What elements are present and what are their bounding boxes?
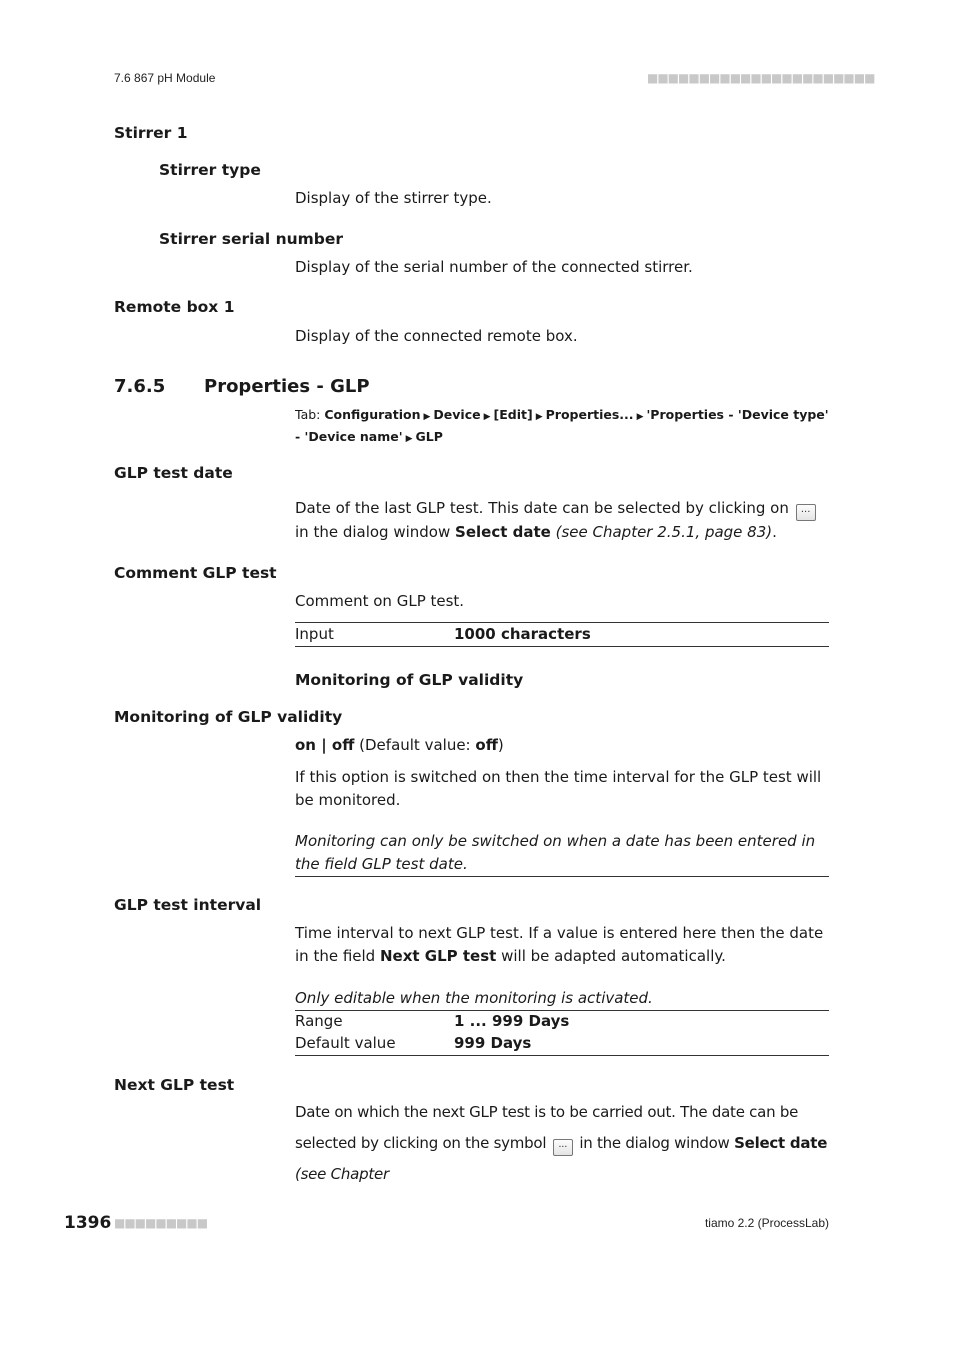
section-title: Properties - GLP: [204, 376, 370, 397]
heading-glp-test-interval: GLP test interval: [114, 896, 262, 914]
path-glp: GLP: [415, 429, 443, 444]
path-device: Device: [433, 407, 481, 422]
path-arrow-icon: ▶: [636, 412, 644, 422]
interval-table-rule-top: [295, 1010, 829, 1011]
heading-next-glp-test: Next GLP test: [114, 1076, 235, 1094]
interval-desc: Time interval to next GLP test. If a value is entered here then the date in the field Next GLP test will be adapted automatically.: [295, 924, 824, 965]
interval-note: Only editable when the monitoring is activated.: [295, 989, 653, 1007]
next-glp-desc: Date on which the next GLP test is to be carried out. The date can be selected by clicking on the symbol ... in the dialog window Select date (see Chapter: [295, 1103, 828, 1183]
path-configuration: Configuration: [324, 407, 421, 422]
running-header-section: 7.6 867 pH Module: [114, 71, 216, 85]
stirrer-serial-desc: Display of the serial number of the connected stirrer.: [295, 258, 693, 276]
footer-decoration: ■■■■■■■■■: [114, 1216, 208, 1230]
header-decoration: ■■■■■■■■■■■■■■■■■■■■■■: [647, 71, 875, 85]
input-label: Input: [295, 625, 334, 643]
range-label: Range: [295, 1012, 343, 1030]
section-number: 7.6.5: [114, 376, 166, 397]
note-rule: [295, 876, 829, 877]
glp-test-date-desc: Date of the last GLP test. This date can be selected by clicking on ... in the dialog window Select date (see Chapter 2.5.1, page 83).: [295, 497, 829, 544]
heading-glp-test-date: GLP test date: [114, 464, 233, 482]
product-name: tiamo 2.2 (ProcessLab): [704, 1216, 829, 1230]
table-rule-top: [295, 622, 829, 623]
heading-stirrer-1: Stirrer 1: [114, 124, 188, 142]
page-number: 1396: [64, 1213, 112, 1233]
comment-desc: Comment on GLP test.: [295, 592, 465, 610]
monitoring-note: Monitoring can only be switched on when a date has been entered in the field GLP test date.: [295, 832, 816, 873]
ellipsis-button-icon: ...: [796, 504, 816, 521]
heading-comment-glp-test: Comment GLP test: [114, 564, 277, 582]
range-value: 1 ... 999 Days: [454, 1012, 570, 1030]
monitoring-desc: If this option is switched on then the time interval for the GLP test will be monitored.: [295, 768, 822, 809]
path-arrow-icon: ▶: [423, 412, 431, 422]
path-arrow-icon: ▶: [483, 412, 491, 422]
tab-path: Tab: Configuration ▶ Device ▶ [Edit] ▶ Properties... ▶ 'Properties - 'Device type' - 'Device name' ▶ GLP: [295, 407, 829, 444]
path-properties: Properties...: [545, 407, 634, 422]
remote-box-desc: Display of the connected remote box.: [295, 327, 578, 345]
default-value: 999 Days: [454, 1034, 532, 1052]
subheading-monitoring: Monitoring of GLP validity: [295, 671, 524, 689]
interval-table-rule-bottom: [295, 1055, 829, 1056]
heading-remote-box: Remote box 1: [114, 298, 235, 316]
heading-stirrer-type: Stirrer type: [159, 161, 261, 179]
heading-stirrer-serial: Stirrer serial number: [159, 230, 344, 248]
table-rule-bottom: [295, 646, 829, 647]
default-value-label: Default value: [295, 1034, 396, 1052]
monitoring-values: on | off (Default value: off): [295, 736, 504, 754]
path-properties-device: 'Properties - 'Device type' - 'Device name': [295, 407, 829, 444]
ellipsis-button-icon: ...: [553, 1139, 573, 1156]
input-value: 1000 characters: [454, 625, 591, 643]
path-edit: [Edit]: [493, 407, 533, 422]
stirrer-type-desc: Display of the stirrer type.: [295, 189, 492, 207]
path-arrow-icon: ▶: [405, 434, 413, 444]
path-arrow-icon: ▶: [535, 412, 543, 422]
heading-monitoring-glp-validity: Monitoring of GLP validity: [114, 708, 343, 726]
